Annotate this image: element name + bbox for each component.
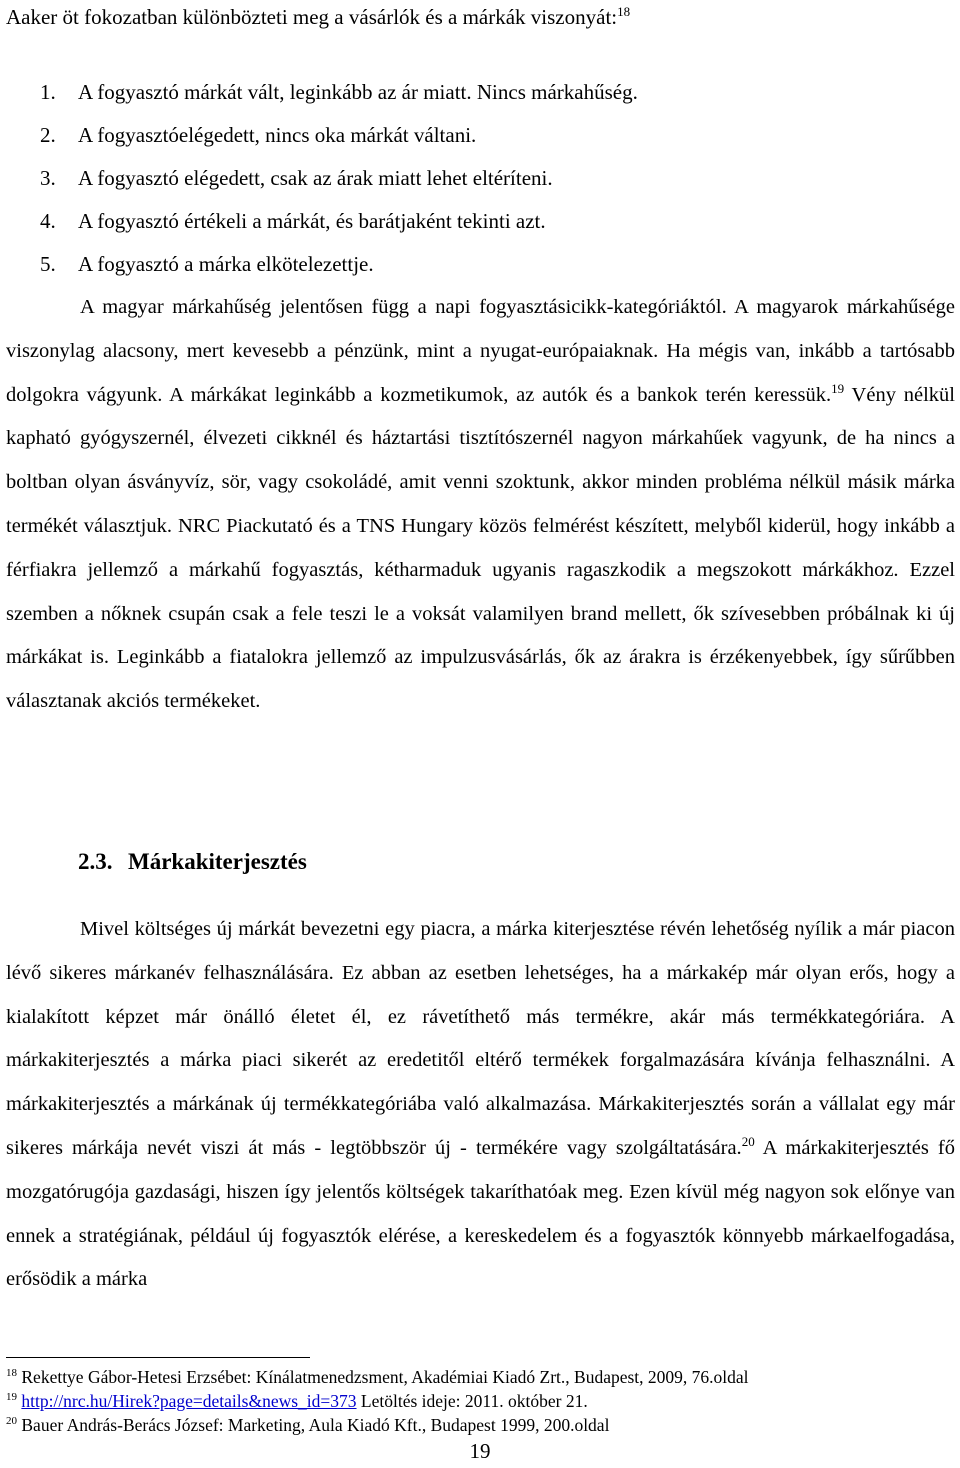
list-number: 2. [40,123,56,147]
footnote-text: Bauer András-Berács József: Marketing, Aula Kiadó Kft., Budapest 1999, 200.oldal [21,1415,610,1435]
footnote-number: 20 [6,1415,17,1427]
list-text: A fogyasztó márkát vált, leginkább az ár miatt. Nincs márkahűség. [78,80,638,104]
list-text: A fogyasztó a márka elkötelezettje. [78,252,374,276]
intro-text: Aaker öt fokozatban különbözteti meg a vásárlók és a márkák viszonyát: [6,5,618,29]
list-text: A fogyasztóelégedett, nincs oka márkát váltani. [78,123,477,147]
paragraph-text: Vény nélkül kapható gyógyszernél, élvezeti cikknél és háztartási tisztítószernél nagyon márkahűek vagyunk, de ha nincs a boltban olyan ásványvíz, sör, vagy csokoládé, amit venni szoktunk, akkor minden probléma nélkül másik márka termékét választjuk. NRC Piackutató és a TNS Hungary közös felmérést készített, melyből kiderül, hogy inkább a férfiakra jellemző a márkahű fogyasztás, kétharmaduk ugyanis ragaszkodik a megszokott márkákhoz. Ezzel szemben a nőknek csupán csak a fele teszi le a voksát valamilyen brand mellett, ők szívesebben próbálnak ki új márkákat is. Leginkább a fiatalokra jellemző az impulzusvásárlás, ők az árakra is érzékenyebbek, így sűrűbben választanak akciós termékeket. [6,383,955,713]
paragraph-text: Mivel költséges új márkát bevezetni egy piacra, a márka kiterjesztése révén lehetőség nyílik a már piacon lévő sikeres márkanév felhasználására. Ez abban az esetben lehetséges, ha a márkakép már olyan erős, hogy a kialakított képzet már önálló életet él, ez rávetíthető más termékre, akár más termékkategóriára. A márkakiterjesztés a márka piaci sikerét az eredetitől eltérő termékek forgalmazására kívánja felhasználni. A márkakiterjesztés a márkának új termékkategóriába való alkalmazása. Márkakiterjesztés során a vállalat egy már sikeres márkája nevét viszi át más - legtöbbször új - termékére vagy szolgáltatására. [6,918,955,1159]
list-text: A fogyasztó elégedett, csak az árak miatt lehet eltéríteni. [78,166,553,190]
footnote-separator [6,1357,310,1358]
footnote-number: 19 [6,1391,17,1403]
list-item [40,243,638,286]
list-item [40,114,638,157]
paragraph-brand-loyalty [6,286,955,724]
list-item [40,157,638,200]
paragraph-text: A márkakiterjesztés fő mozgatórugója gazdasági, hiszen így jelentős költségek takaríthatóak meg. Ezen kívül még nagyon sok előnye van ennek a stratégiának, például új fogyasztók elérése, a kereskedelem és a fogyasztók könnyebb márkaelfogadása, erősödik a márka [6,1136,955,1291]
footnote-text: Letöltés ideje: 2011. október 21. [356,1391,588,1411]
list-text: A fogyasztó értékeli a márkát, és barátjaként tekinti azt. [78,209,546,233]
footnote-ref-20: 20 [741,1133,755,1149]
list-number: 3. [40,166,56,190]
footnote-19 [6,1389,955,1413]
footnote-link[interactable]: http://nrc.hu/Hirek?page=details&news_id=373 [21,1391,357,1411]
paragraph-brand-extension [6,908,955,1302]
loyalty-levels-list [40,71,638,286]
footnote-ref-18: 18 [617,4,631,19]
footnotes [6,1365,955,1437]
paragraph-text: A magyar márkahűség jelentősen függ a napi fogyasztásicikk-kategóriáktól. A magyarok márkahűsége viszonylag alacsony, mert kevesebb a pénzünk, mint a nyugat-európaiaknak. Ha mégis van, inkább a tartósabb dolgokra vágyunk. A márkákat leginkább a kozmetikumok, az autók és a bankok terén keressük. [6,296,955,406]
footnote-ref-19: 19 [831,380,845,396]
list-item [40,71,638,114]
footnote-text: Rekettye Gábor-Hetesi Erzsébet: Kínálatmenedzsment, Akadémiai Kiadó Zrt., Budapest, 2009, 76.oldal [21,1367,749,1387]
section-title: Márkakiterjesztés [128,849,307,874]
footnote-number: 18 [6,1367,17,1379]
intro-line [6,2,630,32]
section-number: 2.3. [78,849,113,874]
list-number: 5. [40,252,56,276]
list-number: 4. [40,209,56,233]
page-number: 19 [469,1439,491,1463]
footnote-20 [6,1413,955,1437]
list-item [40,200,638,243]
list-number: 1. [40,80,56,104]
section-heading [78,842,307,882]
footnote-18 [6,1365,955,1389]
